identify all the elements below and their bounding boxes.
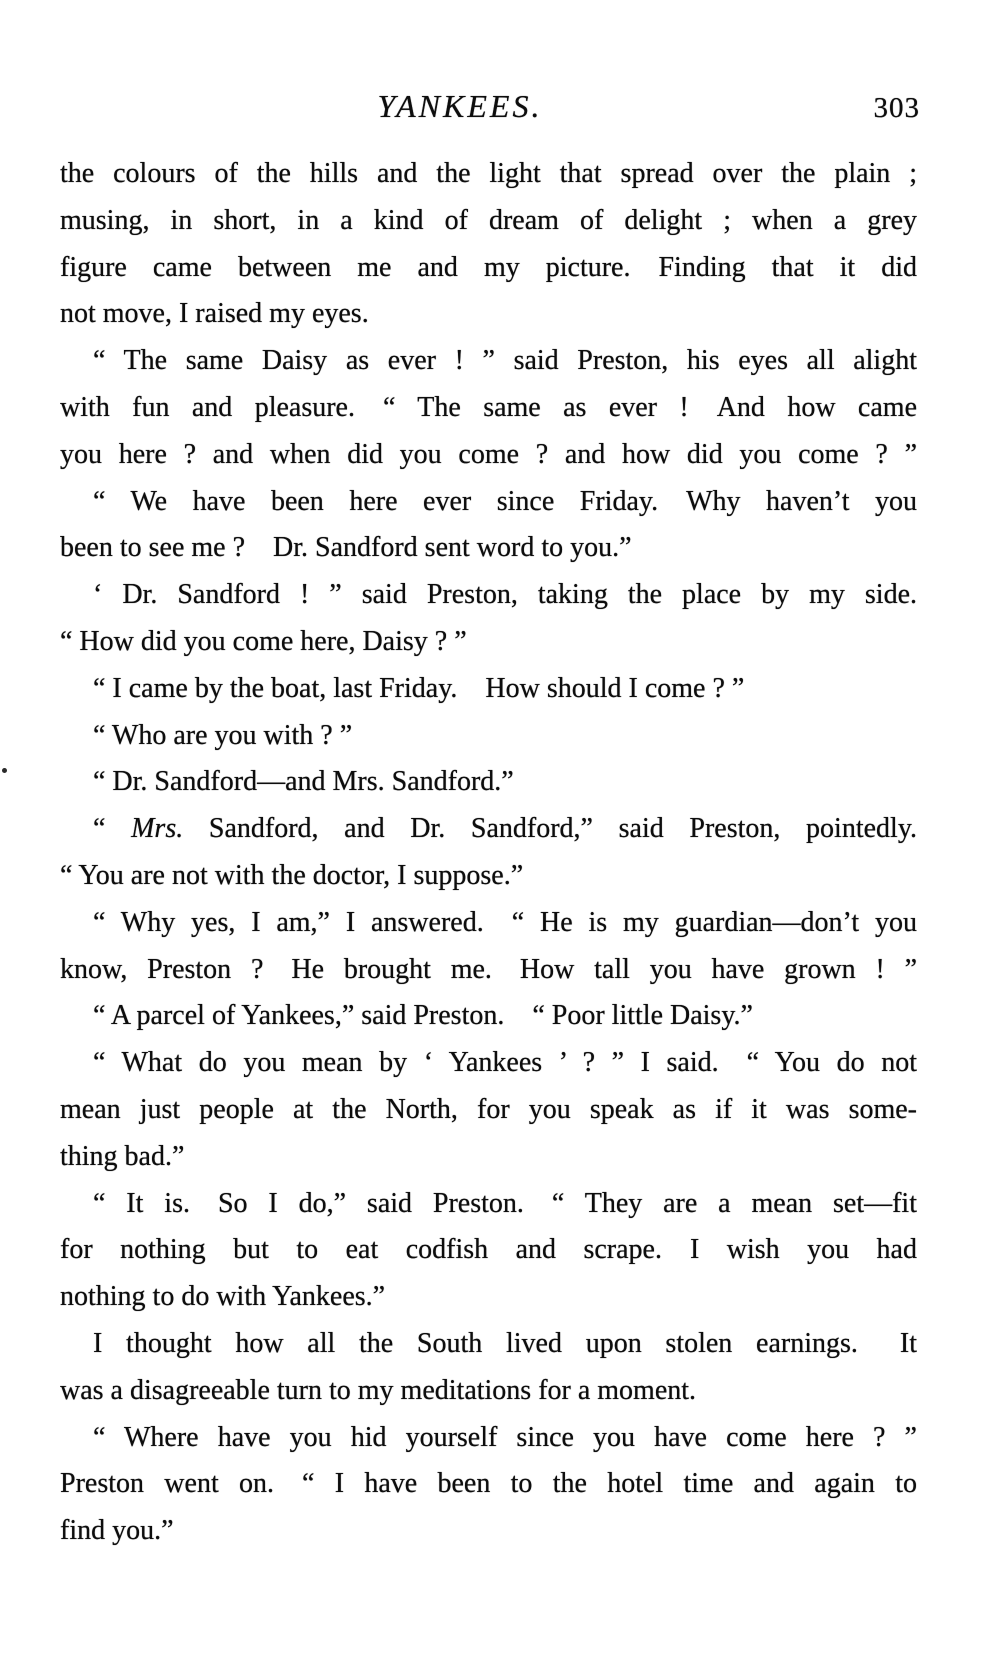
text-line: Preston went on. “ I have been to the hotel time and again to <box>60 1468 917 1500</box>
text-line: “ I came by the boat, last Friday. How should I come ? ” <box>93 672 745 704</box>
plain-text: Sandford, and Dr. Sandford,” said Preston, pointedly. <box>183 813 917 845</box>
italic-text: Mrs. <box>131 813 184 845</box>
plain-text: “ <box>93 813 132 845</box>
text-line: “ It is. So I do,” said Preston. “ They are a mean set—fit <box>93 1187 917 1219</box>
text-line: “ Where have you hid yourself since you have come here ? ” <box>93 1421 917 1453</box>
text-line: with fun and pleasure. “ The same as ever ! And how came <box>60 391 917 423</box>
text-line: been to see me ? Dr. Sandford sent word to you.” <box>60 532 632 564</box>
text-line: “ You are not with the doctor, I suppose.” <box>60 859 524 891</box>
text-block <box>60 151 917 1555</box>
text-line: I thought how all the South lived upon stolen earnings. It <box>93 1327 917 1359</box>
text-line <box>60 806 917 853</box>
text-line: for nothing but to eat codfish and scrape. I wish you had <box>60 1234 917 1266</box>
scan-speck <box>2 768 7 773</box>
text-line: “ The same Daisy as ever ! ” said Preston, his eyes all alight <box>93 345 917 377</box>
running-title: YANKEES. <box>377 88 543 124</box>
text-line: “ What do you mean by ‘ Yankees ’ ? ” I said. “ You do not <box>93 1047 917 1079</box>
text-line: not move, I raised my eyes. <box>60 298 369 330</box>
text-line: figure came between me and my picture. Finding that it did <box>60 251 917 283</box>
text-line: “ Why yes, I am,” I answered. “ He is my guardian—don’t you <box>93 906 917 938</box>
text-line: you here ? and when did you come ? and how did you come ? ” <box>60 438 917 470</box>
text-line: nothing to do with Yankees.” <box>60 1281 386 1313</box>
text-line: ‘ Dr. Sandford ! ” said Preston, taking the place by my side. <box>93 579 917 611</box>
text-line: “ Dr. Sandford—and Mrs. Sandford.” <box>93 766 514 798</box>
text-line: was a disagreeable turn to my meditations for a moment. <box>60 1374 697 1406</box>
text-line: “ A parcel of Yankees,” said Preston. “ Poor little Daisy.” <box>93 1000 753 1032</box>
text-line: musing, in short, in a kind of dream of delight ; when a grey <box>60 204 917 236</box>
page-number: 303 <box>873 92 920 124</box>
text-line: “ How did you come here, Daisy ? ” <box>60 625 467 657</box>
text-line: the colours of the hills and the light that spread over the plain ; <box>60 158 917 189</box>
text-line: mean just people at the North, for you speak as if it was some- <box>60 1093 917 1125</box>
text-line: “ Who are you with ? ” <box>93 719 353 751</box>
text-line: find you.” <box>60 1515 174 1547</box>
text-line: thing bad.” <box>60 1140 185 1172</box>
text-line: know, Preston ? He brought me. How tall you have grown ! ” <box>60 953 917 985</box>
text-line: “ We have been here ever since Friday. Why haven’t you <box>93 485 917 517</box>
